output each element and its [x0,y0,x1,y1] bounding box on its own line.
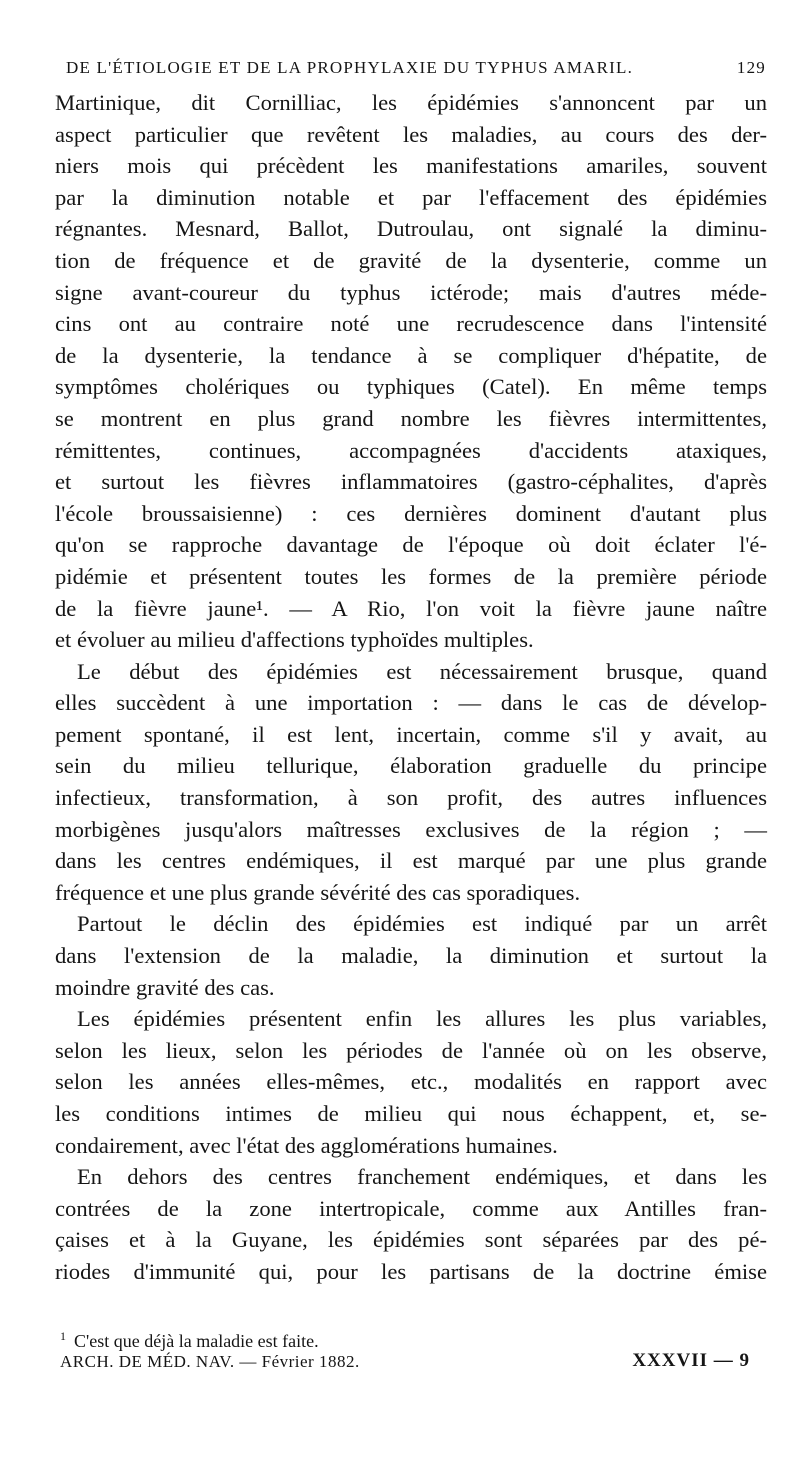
text-line: signe avant-coureur du typhus ictérode; mais d'autres méde- [55,279,767,305]
text-line: dans l'extension de la maladie, la diminution et surtout la [55,943,767,969]
text-line: selon les années elles-mêmes, etc., modalités en rapport avec [55,1069,767,1095]
text-line: fréquence et une plus grande sévérité des cas sporadiques. [55,879,581,905]
text-line: les conditions intimes de milieu qui nous échappent, et, se- [55,1101,767,1126]
text-line: de la dysenterie, la tendance à se compliquer d'hépatite, de [55,342,767,368]
text-line: Partout le déclin des épidémies est indiqué par un arrêt [77,911,767,937]
text-line: sein du milieu tellurique, élaboration graduelle du principe [55,753,767,779]
text-line: tion de fréquence et de gravité de la dysenterie, comme un [55,247,767,273]
text-line: selon les lieux, selon les périodes de l'année où on les observe, [55,1037,767,1063]
text-line: pement spontané, il est lent, incertain, comme s'il y avait, au [55,721,767,747]
text-line: niers mois qui précèdent les manifestations amariles, souvent [55,153,767,179]
text-line: cins ont au contraire noté une recrudescence dans l'intensité [55,311,767,337]
running-title: DE L'ÉTIOLOGIE ET DE LA PROPHYLAXIE DU TYPHUS AMARIL. [66,58,634,77]
journal-source: ARCH. DE MÉD. NAV. — Février 1882. [60,1352,360,1371]
page-number: 129 [736,58,766,77]
text-line: infectieux, transformation, à son profit, des autres influences [55,785,767,811]
text-line: se montrent en plus grand nombre les fièvres intermittentes, [55,405,767,431]
text-line: aspect particulier que revêtent les maladies, au cours des der- [55,121,767,147]
text-line: moindre gravité des cas. [55,974,275,1000]
text-line: pidémie et présentent toutes les formes de la première période [55,563,767,589]
text-line: elles succèdent à une importation : — dans le cas de dévelop- [55,690,767,716]
text-line: dans les centres endémiques, il est marqué par une plus grande [55,848,767,874]
text-line: Les épidémies présentent enfin les allures les plus variables, [77,1006,767,1032]
text-line: rémittentes, continues, accompagnées d'accidents ataxiques, [55,437,767,463]
footnote-text: C'est que déjà la maladie est faite. [74,1331,319,1351]
footnote-marker: 1 [60,1329,66,1343]
text-line: En dehors des centres franchement endémiques, et dans les [77,1164,767,1190]
text-line: de la fièvre jaune¹. — A Rio, l'on voit la fièvre jaune naître [55,595,767,621]
text-line: qu'on se rapproche davantage de l'époque où doit éclater l'é- [55,532,767,558]
text-line: Le début des épidémies est nécessairement brusque, quand [77,658,767,684]
text-line: morbigènes jusqu'alors maîtresses exclusives de la région ; — [55,816,767,842]
signature-mark: XXXVII — 9 [632,1350,750,1371]
text-line: Martinique, dit Cornilliac, les épidémies s'annoncent par un [55,90,767,115]
body-text [55,87,767,1288]
text-line: l'école broussaisienne) : ces dernières dominent d'autant plus [55,500,767,526]
text-line: et surtout les fièvres inflammatoires (gastro-céphalites, d'après [55,469,767,495]
text-line: riodes d'immunité qui, pour les partisans de la doctrine émise [55,1258,767,1284]
text-line: et évoluer au milieu d'affections typhoïdes multiples. [55,627,534,653]
text-line: contrées de la zone intertropicale, comme aux Antilles fran- [55,1195,767,1221]
text-line: symptômes cholériques ou typhiques (Catel). En même temps [55,374,767,400]
footnote [60,1329,319,1352]
text-line: régnantes. Mesnard, Ballot, Dutroulau, ont signalé la diminu- [55,216,767,242]
text-line: çaises et à la Guyane, les épidémies sont séparées par des pé- [55,1227,767,1253]
text-line: par la diminution notable et par l'effacement des épidémies [55,184,767,210]
text-line: condairement, avec l'état des agglomérations humaines. [55,1132,558,1158]
